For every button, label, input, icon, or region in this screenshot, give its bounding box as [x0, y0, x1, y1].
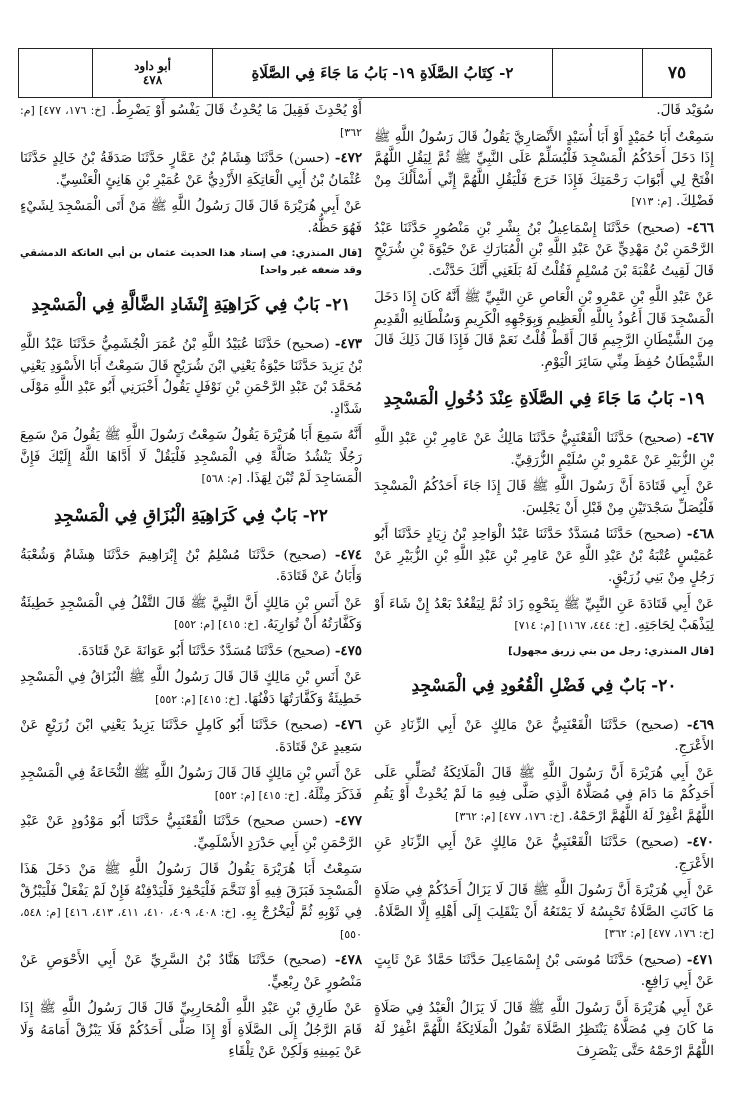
- hadith-467: [374, 428, 714, 471]
- citation: [خ: ١٧٦، ٤٧٧] [م: ٣٦٢]: [20, 104, 362, 139]
- right-column: [374, 100, 714, 1067]
- citation: [م: ٥٦٨]: [201, 472, 242, 485]
- header-empty-cell-right: [553, 49, 643, 97]
- hadith-471: [374, 950, 714, 993]
- paragraph: عَنْ أَبِي هُرَيْرَةَ قَالَ قَالَ رَسُولُ اللَّهِ ﷺ مَنْ أَتَى الْمَسْجِدَ لِشَيْءٍ فَهُوَ حَظُّهُ.: [20, 199, 362, 236]
- hadith-text: أَوْ يُحْدِثَ فَقِيلَ مَا يُحْدِثُ قَالَ يَفْسُو أَوْ يَضْرِطُ.: [110, 103, 362, 118]
- hadith-472: [20, 148, 362, 191]
- chapter-heading-22: ٢٢- بَابٌ فِي كَرَاهِيَةِ الْبُزَاقِ فِي الْمَسْجِدِ: [54, 505, 328, 526]
- header-page-number: ٧٥: [667, 63, 687, 83]
- hadith-text: عَنْ أَنَسِ بْنِ مَالِكٍ قَالَ قَالَ رَسُولُ اللَّهِ ﷺ النُّخَاعَةُ فِي الْمَسْجِدِ فَذَكَرَ مِثْلَهُ.: [20, 766, 362, 803]
- citation: [خ: ١٧٦، ٤٧٧] [م: ٣٦٢]: [604, 927, 714, 940]
- hadith-text: عَنْ أَبِي قَتَادَةَ عَنِ النَّبِيِّ ﷺ بِنَحْوِهِ زَادَ ثُمَّ لِيَقْعُدْ بَعْدُ إِنْ شَاءَ أَوْ لِيَذْهَبْ لِحَاجَتِهِ.: [374, 596, 714, 633]
- paragraph: عَنْ عَبْدِ اللَّهِ بْنِ عَمْرِو بْنِ الْعَاصِ عَنِ النَّبِيِّ ﷺ أَنَّهُ كَانَ إِذَا دَخَلَ الْمَسْجِدَ قَالَ أَعُوذُ بِاللَّهِ الْعَظِيمِ وَبِوَجْهِهِ الْكَرِيمِ وَسُلْطَانِهِ الْقَدِيمِ مِنَ الشَّيْطَانِ الرَّجِيمِ قَالَ أَقَطْ قُلْتُ نَعَمْ قَالَ فَإِذَا قَالَ ذَلِكَ قَالَ الشَّيْطَانُ حُفِظَ مِنِّي سَائِرَ الْيَوْمِ.: [373, 290, 714, 370]
- paragraph: [374, 763, 714, 828]
- hadith-469: [374, 715, 714, 758]
- hadith-number: ٤٧٢-: [334, 150, 363, 166]
- mundhiri-note: [قال المنذري: في إسناد هذا الحديث عثمان بن أبي العاتكة الدمشقي وقد ضعفه غير واحد]: [20, 248, 362, 276]
- hadith-chain: (صحيح) حَدَّثَنَا مُوسَى بْنُ إِسْمَاعِيلَ حَدَّثَنَا حَمَّادٌ عَنْ ثَابِتٍ عَنْ أَبِي رَافِعٍ.: [374, 952, 714, 989]
- hadith-number: ٤٦٩-: [686, 716, 714, 733]
- chapter-heading-20: ٢٠- بَابٌ فِي فَضْلِ الْقُعُودِ فِي الْمَسْجِدِ: [411, 675, 677, 696]
- citation: [خ: ٤١٥] [م: ٥٥٢]: [174, 618, 259, 631]
- hadith-number: ٤٦٧-: [686, 430, 714, 446]
- citation: [م: ٧١٣]: [631, 195, 672, 208]
- hadith-473: [20, 334, 362, 420]
- hadith-468: [374, 524, 714, 589]
- paragraph: [374, 127, 714, 213]
- paragraph: عَنْ أَبِي قَتَادَةَ أَنَّ رَسُولَ اللَّهِ ﷺ قَالَ إِذَا جَاءَ أَحَدُكُمُ الْمَسْجِدَ فَلْيُصَلِّ سَجْدَتَيْنِ مِنْ قَبْلِ أَنْ يَجْلِسَ.: [374, 479, 714, 516]
- hadith-chain: (صحيح) حَدَّثَنَا مُسَدَّدٌ حَدَّثَنَا أَبُو عَوَانَةَ عَنْ قَتَادَةَ.: [77, 643, 331, 659]
- hadith-number: ٤٦٦-: [686, 219, 714, 236]
- hadith-470: [374, 832, 714, 875]
- hadith-chain: (حسن) حَدَّثَنَا هِشَامُ بْنُ عَمَّارٍ حَدَّثَنَا صَدَقَةُ بْنُ خَالِدٍ حَدَّثَنَا عُثْمَانُ بْنُ أَبِي الْعَاتِكَةِ الأَزْدِيُّ عَنْ عُمَيْرِ بْنِ هَانِئٍ الْعَنْسِيِّ.: [20, 151, 362, 188]
- hadith-number: ٤٦٨-: [686, 526, 714, 542]
- hadith-number: ٤٧٠-: [686, 834, 714, 850]
- hadith-476: [20, 715, 362, 758]
- chapter-heading-19: ١٩- بَابُ مَا جَاءَ فِي الصَّلَاةِ عِنْدَ دُخُولِ الْمَسْجِدِ: [383, 389, 705, 409]
- header-book-page: ٤٧٨: [142, 73, 163, 87]
- hadith-chain: (صحيح) حَدَّثَنَا هَنَّادُ بْنُ السَّرِيِّ عَنْ أَبِي الأَحْوَصِ عَنْ مَنْصُورٍ عَنْ رِبْعِيٍّ.: [20, 953, 362, 990]
- hadith-477: [20, 811, 362, 854]
- citation: [خ: ٤٤٤، ١١٦٧] [م: ٧١٤]: [514, 619, 630, 632]
- paragraph: [20, 763, 362, 806]
- hadith-478: [20, 950, 362, 993]
- paragraph: [20, 667, 362, 710]
- hadith-chain: (صحيح) حَدَّثَنَا مُسْلِمُ بْنُ إِبْرَاهِيمَ حَدَّثَنَا هِشَامٌ وَشُعْبَةُ وَأَبَانُ عَنْ قَتَادَةَ.: [20, 547, 362, 584]
- hadith-chain: (صحيح) حَدَّثَنَا مُسَدَّدٌ حَدَّثَنَا عَبْدُ الْوَاحِدِ بْنُ زِيَادٍ حَدَّثَنَا أَبُو عُمَيْسٍ عُتْبَةُ بْنُ عَبْدِ اللَّهِ عَنْ عَامِرِ بْنِ عَبْدِ اللَّهِ بْنِ الزُّبَيْرِ عَنْ رَجُلٍ مِنْ بَنِي زُرَيْقٍ.: [374, 527, 714, 585]
- citation: [خ: ٤١٥] [م: ٥٥٢]: [214, 788, 300, 802]
- paragraph: [20, 593, 362, 636]
- paragraph: [20, 100, 362, 143]
- paragraph: [374, 594, 714, 637]
- hadith-chain: (حسن صحيح) حَدَّثَنَا الْقَعْنَبِيُّ حَدَّثَنَا أَبُو مَوْدُودٍ عَنْ عَبْدِ الرَّحْمَنِ بْنِ أَبِي حَدْرَدٍ الأَسْلَمِيِّ.: [20, 814, 362, 851]
- header-empty-cell-left: [19, 49, 93, 97]
- hadith-text: عَنْ أَبِي هُرَيْرَةَ أَنَّ رَسُولَ اللَّهِ ﷺ قَالَ الْمَلَائِكَةُ تُصَلِّي عَلَى أَحَدِكُمْ مَا دَامَ فِي مُصَلَّاهُ الَّذِي صَلَّى فِيهِ مَا لَمْ يُحْدِثْ أَوْ يَقُمِ اللَّهُمَّ اغْفِرْ لَهُ اللَّهُمَّ ارْحَمْهُ.: [374, 765, 714, 824]
- hadith-text: سَمِعْتُ أَبَا هُرَيْرَةَ يَقُولُ قَالَ رَسُولُ اللَّهِ ﷺ مَنْ دَخَلَ هَذَا الْمَسْجِدَ فَبَزَقَ فِيهِ أَوْ تَنَخَّمَ فَلْيَحْفِرْ فَلْيَدْفِنْهُ فَإِنْ لَمْ يَفْعَلْ فَلْيَبْزُقْ فِي ثَوْبِهِ ثُمَّ لْيَخْرُجْ بِهِ.: [20, 862, 363, 920]
- hadith-chain: (صحيح) حَدَّثَنَا إِسْمَاعِيلُ بْنُ بِشْرِ بْنِ مَنْصُورٍ حَدَّثَنَا عَبْدُ الرَّحْمَنِ بْنُ مَهْدِيٍّ عَنْ عَبْدِ اللَّهِ بْنِ الْمُبَارَكِ عَنْ حَيْوَةَ بْنِ شُرَيْحٍ قَالَ لَقِيتُ عُقْبَةَ بْنَ مُسْلِمٍ فَقُلْتُ لَهُ بَلَغَنِي أَنَّكَ حَدَّثْتَ.: [374, 220, 714, 279]
- hadith-chain: (صحيح) حَدَّثَنَا الْقَعْنَبِيُّ حَدَّثَنَا مَالِكٌ عَنْ عَامِرِ بْنِ عَبْدِ اللَّهِ بْنِ الزُّبَيْرِ عَنْ عَمْرِو بْنِ سُلَيْمٍ الزُّرَقِيِّ.: [374, 431, 714, 468]
- hadith-text: عَنْ أَنَسِ بْنِ مَالِكٍ قَالَ قَالَ رَسُولُ اللَّهِ ﷺ الْبُزَاقُ فِي الْمَسْجِدِ خَطِيئَةٌ وَكَفَّارَتُهَا دَفْنُهَا.: [20, 670, 362, 707]
- hadith-475: [20, 641, 362, 663]
- paragraph: عَنْ أَبِي هُرَيْرَةَ أَنَّ رَسُولَ اللَّهِ ﷺ قَالَ لَا يَزَالُ الْعَبْدُ فِي صَلَاةٍ مَا كَانَ فِي مُصَلَّاهُ يَنْتَظِرُ الصَّلَاةَ تَقُولُ الْمَلَائِكَةُ اللَّهُمَّ اغْفِرْ لَهُ اللَّهُمَّ ارْحَمْهُ حَتَّى يَنْصَرِفَ: [374, 1000, 714, 1059]
- paragraph: [20, 859, 362, 945]
- citation: [خ: ١٧٦، ٤٧٧] [م: ٣٦٢]: [455, 809, 565, 823]
- hadith-chain: (صحيح) حَدَّثَنَا عُبَيْدُ اللَّهِ بْنُ عُمَرَ الْجُشَمِيُّ حَدَّثَنَا عَبْدُ اللَّهِ بْنُ يَزِيدَ حَدَّثَنَا حَيْوَةُ يَعْنِي ابْنَ شُرَيْحٍ قَالَ سَمِعْتُ أَبَا الأَسْوَدِ يَعْنِي مُحَمَّدَ بْنَ عَبْدِ الرَّحْمَنِ بْنِ نَوْفَلٍ يَقُولُ أَخْبَرَنِي أَبُو عَبْدِ اللَّهِ مَوْلَى شَدَّادٍ.: [20, 337, 362, 417]
- paragraph: عَنْ طَارِقِ بْنِ عَبْدِ اللَّهِ الْمُحَارِبِيِّ قَالَ قَالَ رَسُولُ اللَّهِ ﷺ إِذَا قَامَ الرَّجُلُ إِلَى الصَّلَاةِ أَوْ إِذَا صَلَّى أَحَدُكُمْ فَلَا يَبْزُقْ أَمَامَهُ وَلَا عَنْ يَمِينِهِ وَلَكِنْ عَنْ تِلْقَاءِ: [20, 1001, 362, 1059]
- hadith-number: ٤٧٦-: [334, 717, 362, 733]
- citation: [خ: ٤٠٨، ٤٠٩، ٤١٠، ٤١١، ٤١٣، ٤١٦] [م: ٥٤٨، ٥٥٠]: [20, 906, 362, 941]
- mundhiri-note: [قال المنذري: رجل من بني زريق مجهول]: [508, 645, 714, 657]
- hadith-chain: (صحيح) حَدَّثَنَا أَبُو كَامِلٍ حَدَّثَنَا يَزِيدُ يَعْنِي ابْنَ زُرَيْعٍ عَنْ سَعِيدٍ عَنْ قَتَادَةَ.: [20, 718, 362, 755]
- hadith-number: ٤٧١-: [686, 951, 714, 968]
- hadith-text: عَنْ أَنَسِ بْنِ مَالِكٍ أَنَّ النَّبِيَّ ﷺ قَالَ التَّفْلُ فِي الْمَسْجِدِ خَطِيئَةٌ وَكَفَّارَتُهُ أَنْ تُوَارِيَهُ.: [20, 595, 362, 632]
- header-book-info: [93, 49, 213, 97]
- hadith-chain: (صحيح) حَدَّثَنَا الْقَعْنَبِيُّ عَنْ مَالِكٍ عَنْ أَبِي الزِّنَادِ عَنِ الأَعْرَجِ.: [374, 835, 714, 872]
- page-header: [18, 48, 712, 98]
- hadith-chain: (صحيح) حَدَّثَنَا الْقَعْنَبِيُّ عَنْ مَالِكٍ عَنْ أَبِي الزِّنَادِ عَنِ الأَعْرَجِ.: [374, 717, 714, 754]
- hadith-number: ٤٧٤-: [334, 546, 362, 563]
- hadith-text: أَنَّهُ سَمِعَ أَبَا هُرَيْرَةَ يَقُولُ سَمِعْتُ رَسُولَ اللَّهِ ﷺ يَقُولُ مَنْ سَمِعَ رَجُلًا يَنْشُدُ ضَالَّةً فِي الْمَسْجِدِ فَلْيَقُلْ لَا أَدَّاهَا اللَّهُ إِلَيْكَ فَإِنَّ الْمَسَاجِدَ لَمْ تُبْنَ لِهَذَا.: [20, 428, 362, 486]
- header-book-name: أبو داود: [134, 59, 171, 73]
- hadith-text: سَمِعْتُ أَبَا حُمَيْدٍ أَوْ أَبَا أُسَيْدٍ الأَنْصَارِيَّ يَقُولُ قَالَ رَسُولُ اللَّهِ ﷺ إِذَا دَخَلَ أَحَدُكُمُ الْمَسْجِدَ فَلْيُسَلِّمْ عَلَى النَّبِيِّ ﷺ ثُمَّ لِيَقُلِ اللَّهُمَّ افْتَحْ لِي أَبْوَابَ رَحْمَتِكَ فَإِذَا خَرَجَ فَلْيَقُلِ اللَّهُمَّ إِنِّي أَسْأَلُكَ مِنْ فَضْلِكَ.: [374, 129, 714, 209]
- header-title: ٢- كِتَابُ الصَّلَاةِ ١٩- بَابُ مَا جَاءَ فِي الصَّلَاةِ: [213, 49, 553, 97]
- hadith-text: عَنْ أَبِي هُرَيْرَةَ أَنَّ رَسُولَ اللَّهِ ﷺ قَالَ لَا يَزَالُ أَحَدُكُمْ فِي صَلَاةٍ مَا كَانَتِ الصَّلَاةُ تَحْبِسُهُ لَا يَمْنَعُهُ أَنْ يَنْقَلِبَ إِلَى أَهْلِهِ إِلَّا الصَّلَاةُ.: [374, 883, 714, 920]
- paragraph: سُوَيْد قَالَ.: [656, 103, 714, 118]
- hadith-474: [20, 545, 362, 588]
- chapter-heading-21: ٢١- بَابٌ فِي كَرَاهِيَةِ إِنْشَادِ الضَّالَّةِ فِي الْمَسْجِدِ: [31, 295, 351, 315]
- paragraph: [20, 425, 362, 490]
- left-column: [20, 100, 362, 1068]
- hadith-number: ٤٧٨-: [334, 952, 363, 968]
- citation: [خ: ٤١٥] [م: ٥٥٢]: [155, 692, 240, 706]
- hadith-number: ٤٧٧-: [334, 813, 362, 829]
- hadith-number: ٤٧٣-: [334, 336, 362, 352]
- hadith-466: [374, 218, 714, 283]
- paragraph: [374, 880, 714, 945]
- hadith-number: ٤٧٥-: [334, 642, 362, 659]
